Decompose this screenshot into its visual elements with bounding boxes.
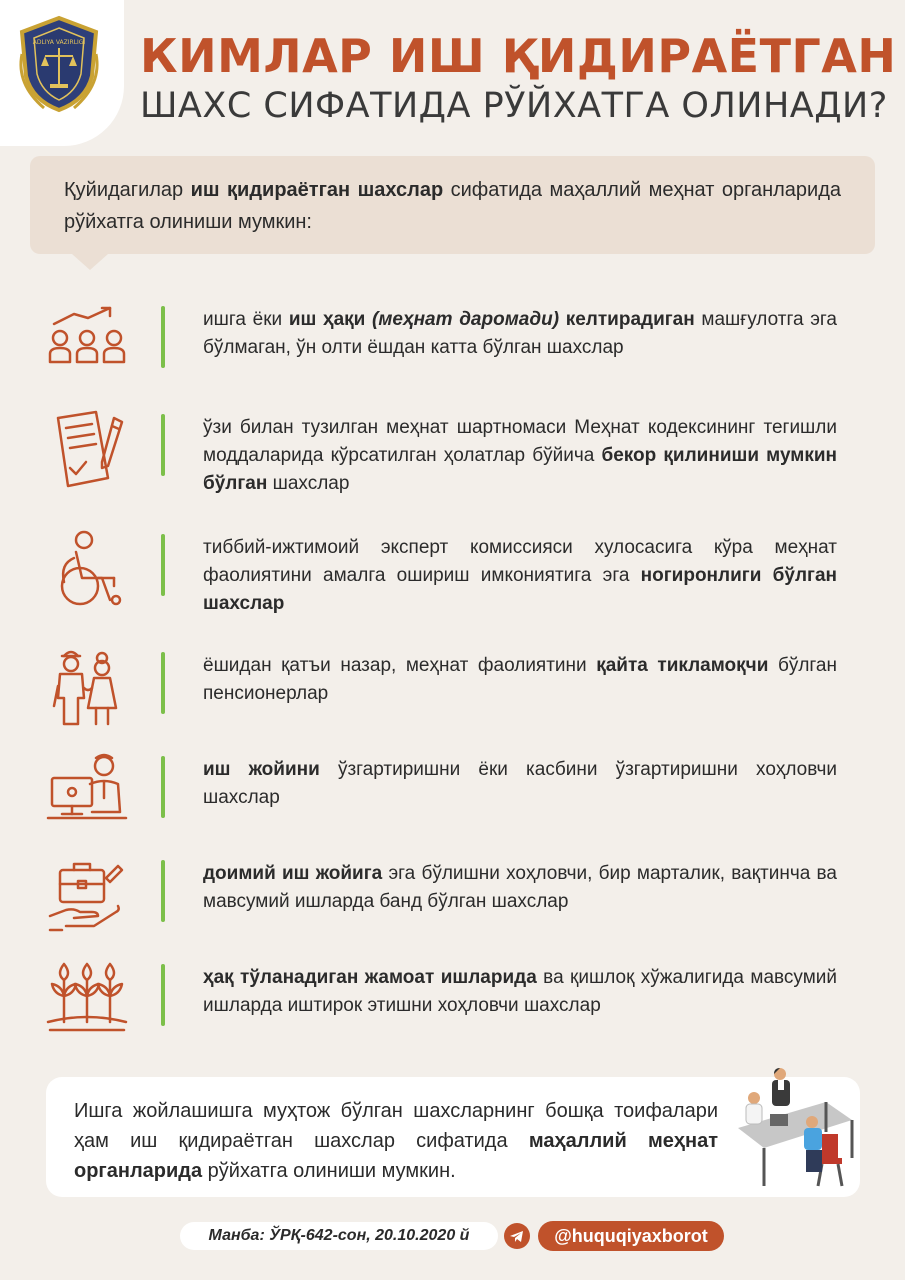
item-text [203, 306, 837, 362]
wheelchair-icon [44, 530, 130, 610]
item-text-bold: бекор қилиниши мумкин бўлган [203, 445, 837, 494]
item-text-part: ишга ёки [203, 309, 289, 330]
item-text [203, 964, 837, 1020]
item-text-part: эга бўлишни хоҳловчи, бир марталик, вақтинча ва мавсумий ишларда банд бўлган шахслар [203, 863, 838, 912]
footer-text [74, 1096, 718, 1186]
list-item [0, 856, 905, 936]
item-text-part: ўзи билан тузилган меҳнат шартномаси Меҳнат кодексининг тегишли моддаларида кўрсатилган ҳолатлар бўйича [203, 417, 837, 466]
job-interview-illustration [730, 1062, 860, 1192]
item-text [203, 534, 837, 618]
briefcase-hand-icon [44, 856, 130, 936]
telegram-icon[interactable] [504, 1223, 530, 1249]
page-title [140, 28, 897, 128]
item-text-bold-italic: (меҳнат даромади) [372, 309, 560, 330]
list-item [0, 302, 905, 382]
accent-bar [161, 306, 165, 368]
intro-text-2: сифатида маҳаллий меҳнат органларида рўйхатга олиниши мумкин: [64, 179, 841, 233]
people-growth-icon [44, 302, 130, 382]
item-text [203, 414, 837, 498]
list-item [0, 960, 905, 1040]
wheat-icon [44, 960, 130, 1040]
intro-box [30, 156, 875, 254]
item-text-part: машғулотга эга бўлмаган, ўн олти ёшдан катта бўлган шахслар [203, 309, 837, 358]
list-item [0, 530, 905, 614]
item-text-part: тиббий-ижтимоий эксперт комиссияси хулосасига кўра меҳнат фаолиятини амалга ошириш имкониятига эга [203, 537, 837, 586]
item-text-part: ва қишлоқ хўжалигида мавсумий ишларда иштирок этишни хоҳловчи шахслар [203, 967, 837, 1016]
item-text-part: ўзгартиришни ёки касбини ўзгартиришни хоҳловчи шахслар [203, 759, 837, 808]
footer-text-bold: маҳаллий меҳнат органларида [74, 1130, 719, 1182]
title-line-2: ШАХС СИФАТИДА РЎЙХАТГА ОЛИНАДИ? [140, 86, 888, 126]
item-text [203, 652, 837, 708]
logo-text: ADLIYA VAZIRLIGI [32, 39, 86, 46]
item-text-part: бўлган пенсионерлар [203, 655, 837, 704]
item-text-bold: иш жойини [203, 759, 320, 780]
emblem-icon [14, 14, 104, 114]
accent-bar [161, 652, 165, 714]
item-text-bold: келтирадиган [559, 309, 695, 330]
intro-text-bold: иш қидираётган шахслар [190, 179, 444, 201]
item-text-part: ёшидан қатъи назар, меҳнат фаолиятини [203, 655, 597, 676]
footer-text-part: Ишга жойлашишга муҳтож бўлган шахсларнинг бошқа тоифалари ҳам иш қидираётган шахслар сифатида [74, 1100, 718, 1152]
list-item [0, 648, 905, 728]
item-text-bold: қайта тикламоқчи [596, 655, 769, 676]
footer-text-part: рўйхатга олиниши мумкин. [202, 1160, 456, 1182]
item-text-bold: ногиронлиги бўлган шахслар [203, 565, 837, 614]
item-text [203, 860, 837, 916]
item-text-bold: доимий иш жойига [203, 863, 383, 884]
item-text [203, 756, 837, 812]
contract-signing-icon [44, 410, 130, 490]
accent-bar [161, 964, 165, 1026]
item-text-bold: ҳақ тўланадиган жамоат ишларида [203, 967, 537, 988]
office-worker-icon [44, 752, 130, 832]
telegram-handle-link[interactable]: @huquqiyaxborot [538, 1221, 724, 1251]
list-item [0, 752, 905, 832]
accent-bar [161, 414, 165, 476]
accent-bar [161, 534, 165, 596]
logo-card [0, 0, 124, 146]
source-label: Манба: ЎРҚ-642-сон, 20.10.2020 й [180, 1222, 498, 1250]
item-text-bold: иш ҳақи [288, 309, 373, 330]
accent-bar [161, 756, 165, 818]
item-text-part: шахслар [267, 473, 350, 494]
intro-text-1: Қуйидагилар [64, 179, 191, 201]
list-item [0, 410, 905, 494]
elderly-couple-icon [44, 648, 130, 728]
title-line-1: КИМЛАР ИШ ҚИДИРАЁТГАН [140, 29, 897, 83]
accent-bar [161, 860, 165, 922]
